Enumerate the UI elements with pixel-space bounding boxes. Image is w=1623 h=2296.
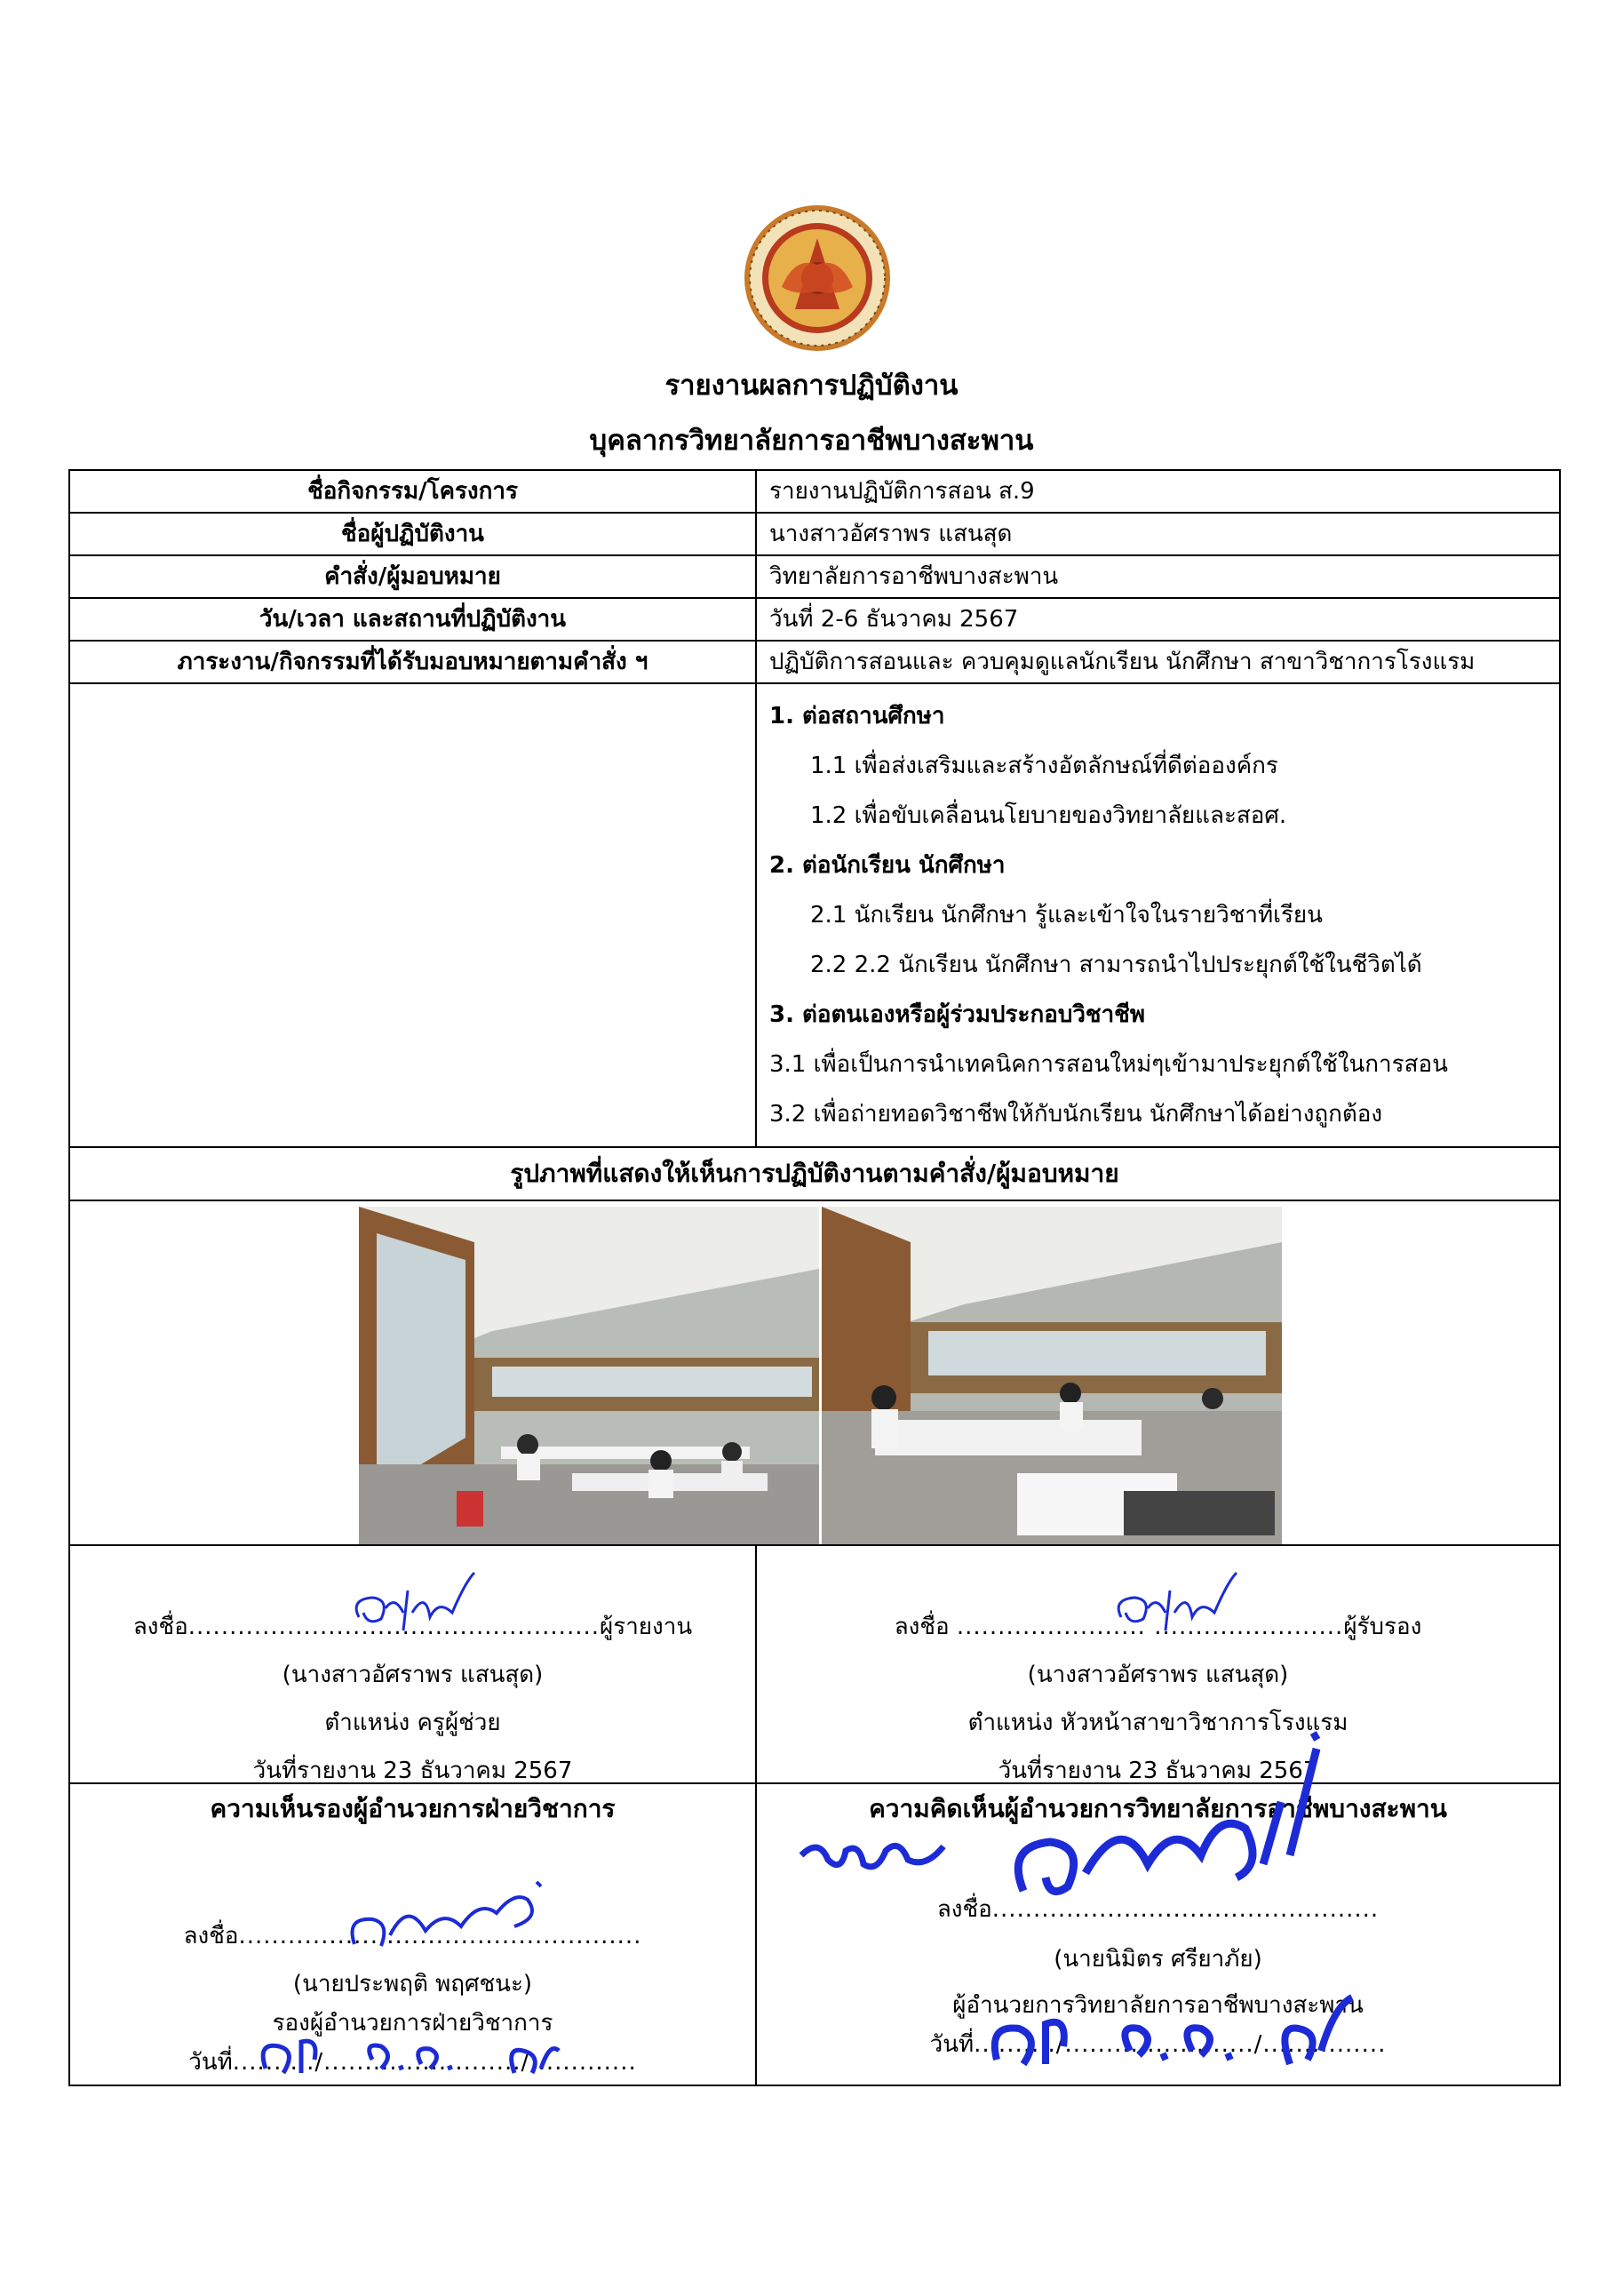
photo-section-heading: รูปภาพที่แสดงให้เห็นการปฏิบัติงานตามคำสั่ง/ผู้มอบหมาย [69,1147,1560,1200]
classroom-photo-1 [359,1207,819,1544]
signature-row [69,1545,1560,1783]
objective-item: 2.1 นักเรียน นักศึกษา รู้และเข้าใจในรายวิชาที่เรียน [810,902,1323,929]
row-value: วิทยาลัยการอาชีพบางสะพาน [756,555,1560,598]
date-prefix: วันที่ [188,2049,233,2076]
college-seal-icon [742,203,893,354]
objective-item: 3.1 เพื่อเป็นการนำเทคนิคการสอนใหม่ๆเข้ามาประยุกต์ใช้ในการสอน [769,1051,1448,1078]
row-value: รายงานปฏิบัติการสอน ส.9 [756,470,1560,513]
director-position: ผู้อำนวยการวิทยาลัยการอาชีพบางสะพาน [952,1992,1364,2019]
sign-dots: ....................... ....................... [956,1614,1344,1640]
objectives-list [756,683,1560,1147]
sign-prefix: ลงชื่อ [132,1614,188,1640]
objective-item: 1.1 เพื่อส่งเสริมและสร้างอัตลักษณ์ที่ดีต่อองค์กร [810,753,1278,779]
deputy-position: รองผู้อำนวยการฝ่ายวิชาการ [272,2010,553,2037]
objective-heading: 1. ต่อสถานศึกษา [769,703,945,729]
date-dots: ........../......................../............. [232,2049,637,2076]
row-label: ภาระงาน/กิจกรรมที่ได้รับมอบหมายตามคำสั่ง ฯ [69,641,756,683]
row-label: คำสั่ง/ผู้มอบหมาย [69,555,756,598]
info-row [69,513,1560,555]
endorser-name: (นางสาวอัศราพร แสนสุด) [1027,1662,1289,1688]
objectives-blank-cell [69,683,756,1147]
endorser-signature-icon [1103,1564,1245,1644]
photo-cell [69,1200,1560,1545]
reporter-signature-icon [341,1564,483,1644]
sign-dots: ............................................... [991,1896,1380,1923]
deputy-handwritten-date-icon [248,2024,568,2086]
director-name: (นายนิมิตร ศรียาภัย) [1054,1946,1262,1973]
objectives-row [69,683,1560,1147]
objective-item: 2.2 2.2 นักเรียน นักศึกษา สามารถนำไปประยุกต์ใช้ในชีวิตได้ [810,952,1422,978]
info-row [69,598,1560,641]
row-value: นางสาวอัศราพร แสนสุด [756,513,1560,555]
director-opinion-heading: ความคิดเห็นผู้อำนวยการวิทยาลัยการอาชีพบางสะพาน [869,1794,1447,1823]
report-subtitle: บุคลากรวิทยาลัยการอาชีพบางสะพาน [589,425,1034,457]
sign-prefix: ลงชื่อ [183,1923,239,1949]
endorser-position: ตำแหน่ง หัวหน้าสาขาวิชาการโรงแรม [967,1710,1349,1736]
objective-heading: 3. ต่อตนเองหรือผู้ร่วมประกอบวิชาชีพ [769,1001,1145,1028]
info-row [69,641,1560,683]
date-dots: ........../......................./............... [974,2031,1387,2058]
sign-prefix: ลงชื่อ [894,1614,950,1640]
row-value: ปฏิบัติการสอนและ ควบคุมดูแลนักเรียน นักศึกษา สาขาวิชาการโรงแรม [756,641,1560,683]
info-row [69,555,1560,598]
row-label: วัน/เวลา และสถานที่ปฏิบัติงาน [69,598,756,641]
deputy-opinion-heading: ความเห็นรองผู้อำนวยการฝ่ายวิชาการ [210,1794,616,1823]
sign-prefix: ลงชื่อ [936,1896,992,1923]
sign-suffix: ผู้รับรอง [1343,1614,1422,1640]
classroom-photo-2 [822,1207,1282,1544]
reporter-name: (นางสาวอัศราพร แสนสุด) [282,1662,544,1688]
date-prefix: วันที่ [929,2031,975,2058]
director-approval-mark-icon [792,1820,952,1891]
info-row [69,470,1560,513]
deputy-opinion-block [69,1783,756,2085]
endorser-date: วันที่รายงาน 23 ธันวาคม 2567 [998,1758,1318,1784]
report-table [68,469,1561,2086]
deputy-signature-icon [337,1864,568,1962]
row-value: วันที่ 2-6 ธันวาคม 2567 [756,598,1560,641]
reporter-date: วันที่รายงาน 23 ธันวาคม 2567 [252,1758,573,1784]
reporter-signature-block [69,1545,756,1783]
sign-dots: .................................................. [187,1614,600,1640]
sign-dots: ................................................. [238,1923,642,1949]
row-label: ชื่อผู้ปฏิบัติงาน [69,513,756,555]
photo-heading-row [69,1147,1560,1200]
row-label: ชื่อกิจกรรม/โครงการ [69,470,756,513]
opinion-row [69,1783,1560,2085]
report-title: รายงานผลการปฏิบัติงาน [664,370,959,402]
director-handwritten-date-icon [979,1989,1379,2077]
objective-item: 1.2 เพื่อขับเคลื่อนนโยบายของวิทยาลัยและสอศ. [810,802,1287,829]
director-signature-icon [997,1731,1325,1909]
sign-suffix: ผู้รายงาน [600,1614,693,1640]
objective-heading: 2. ต่อนักเรียน นักศึกษา [769,852,1006,879]
photo-row [69,1200,1560,1545]
reporter-position: ตำแหน่ง ครูผู้ช่วย [324,1710,501,1736]
director-opinion-block [756,1783,1560,2085]
deputy-name: (นายประพฤติ พฤศชนะ) [292,1971,533,1997]
objective-item: 3.2 เพื่อถ่ายทอดวิชาชีพให้กับนักเรียน นักศึกษาได้อย่างถูกต้อง [769,1101,1383,1128]
